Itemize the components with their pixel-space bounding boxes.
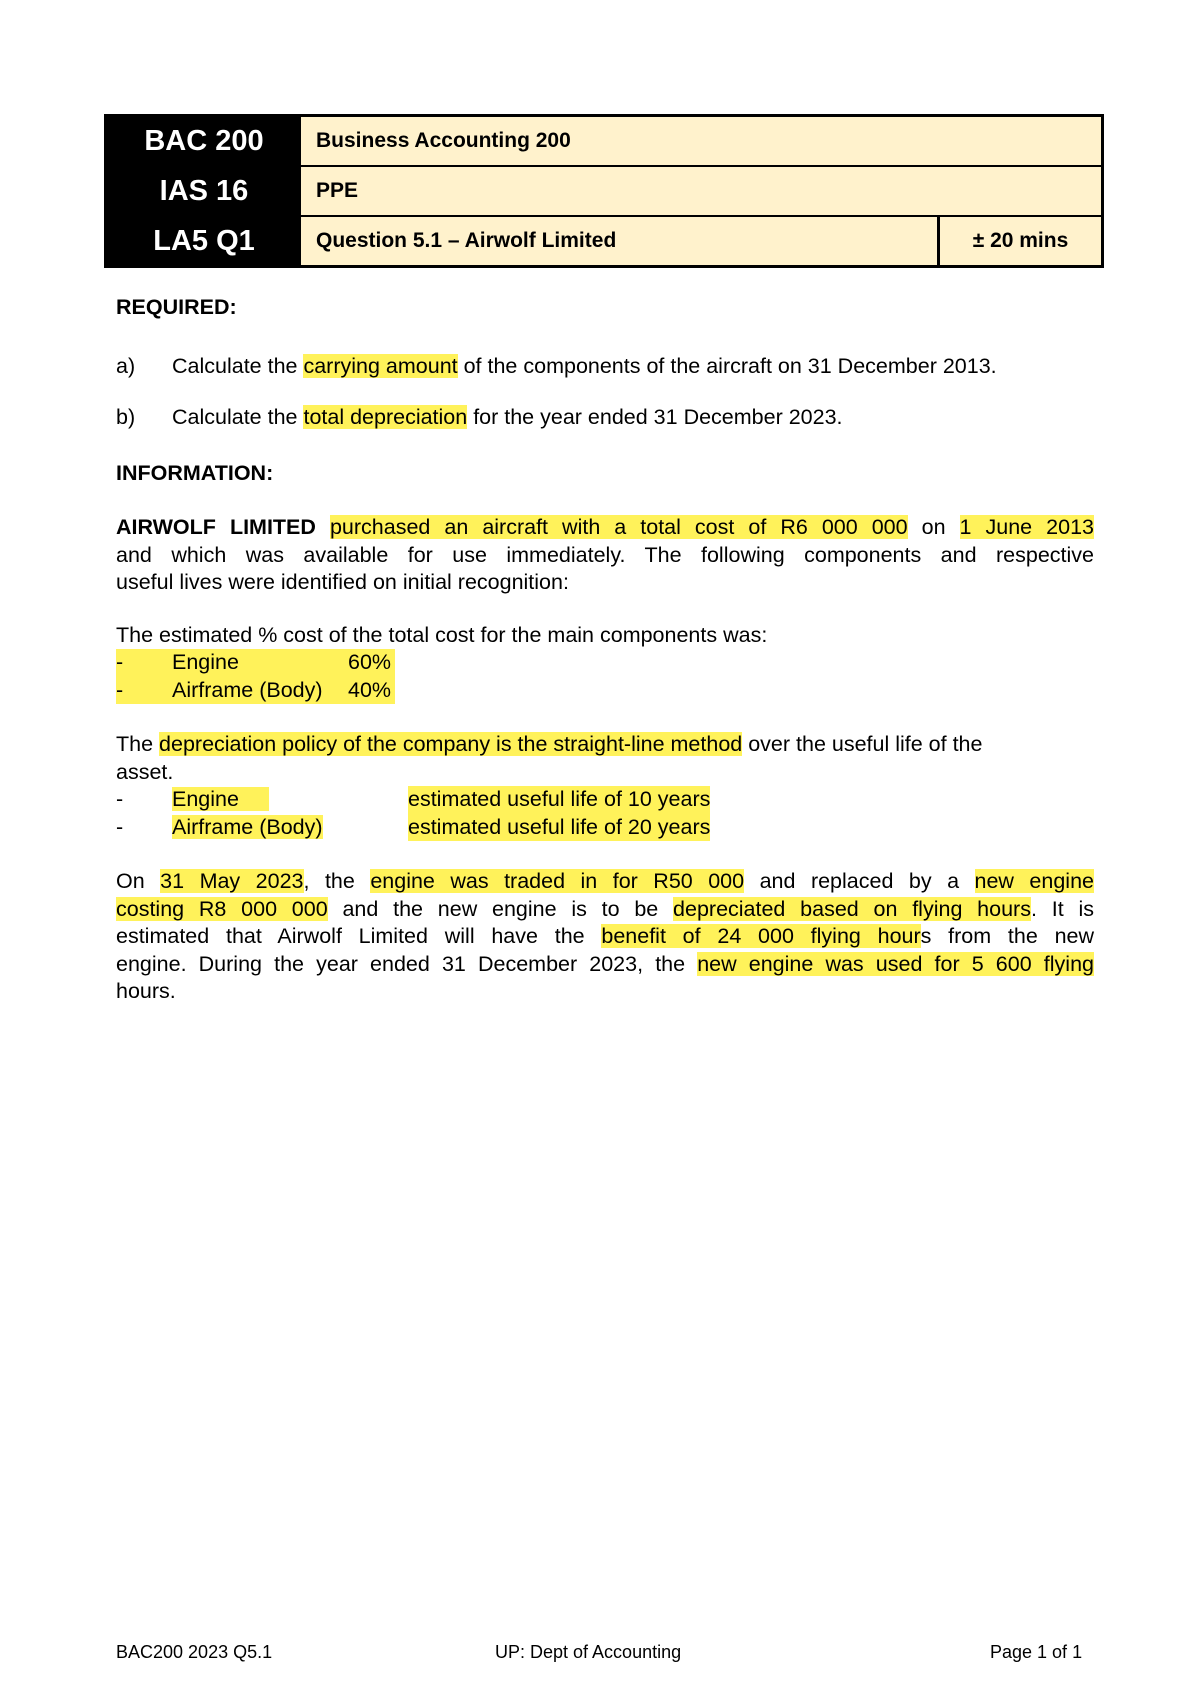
required-item-b: [116, 403, 843, 431]
para-line: [116, 923, 1094, 951]
component-name: Engine: [172, 787, 269, 811]
standard-title: PPE: [301, 167, 1101, 215]
footer-page-number: Page 1 of 1: [990, 1642, 1083, 1662]
header-row-course: [107, 117, 1101, 167]
header-row-standard: [107, 167, 1101, 217]
item-text: Calculate the: [172, 354, 304, 378]
bullet-dash: -: [116, 814, 124, 839]
list-item: [116, 677, 395, 705]
para-text: s from the new: [920, 924, 1095, 948]
time-allocation: ± 20 mins: [937, 217, 1101, 265]
question-code: LA5 Q1: [107, 217, 301, 265]
item-text: Calculate the: [172, 405, 304, 429]
list-item: [116, 814, 710, 842]
para-line: useful lives were identified on initial recognition:: [116, 570, 569, 594]
course-code: BAC 200: [107, 117, 301, 165]
para-line: [116, 731, 1094, 759]
bullet-dash: -: [116, 787, 124, 811]
highlight: carrying amount: [303, 354, 458, 378]
item-label: b): [116, 405, 136, 429]
bullet-dash: -: [116, 649, 172, 677]
required-item-a: [116, 352, 997, 380]
highlight: 1 June 2013: [959, 515, 1094, 539]
para-line: [116, 896, 1094, 924]
course-title: Business Accounting 200: [301, 117, 1101, 165]
item-text: of the components of the aircraft on 31 December 2013.: [457, 354, 997, 378]
company-name: AIRWOLF LIMITED: [116, 515, 316, 539]
list-item: [116, 786, 710, 814]
para-line: and which was available for use immediately. The following components and respective: [116, 542, 1094, 567]
cost-intro: The estimated % cost of the total cost for the main components was:: [116, 623, 768, 647]
para-text: over the useful life of the: [742, 732, 983, 756]
component-life: estimated useful life of 20 years: [408, 814, 710, 842]
item-text: for the year ended 31 December 2023.: [467, 405, 843, 429]
para-text: The: [116, 732, 160, 756]
para-line: [116, 951, 1094, 979]
highlight: 31 May 2023: [160, 869, 304, 893]
component-value: 40%: [348, 677, 395, 705]
question-title: Question 5.1 – Airwolf Limited: [301, 217, 937, 265]
component-name-cell: [172, 814, 408, 842]
info-paragraph-3: [116, 868, 1094, 1006]
para-text: , the: [303, 869, 371, 893]
highlight: benefit of 24 000 flying hour: [601, 924, 921, 948]
highlight: purchased an aircraft with a total cost of R6 000 000: [329, 515, 908, 539]
para-text: estimated that Airwolf Limited will have the: [116, 924, 602, 948]
component-name: Airframe (Body): [172, 814, 323, 839]
component-value: 60%: [348, 649, 395, 677]
cost-list: [116, 649, 395, 704]
para-line: hours.: [116, 979, 176, 1003]
policy-paragraph: [116, 731, 1094, 786]
life-list: [116, 786, 710, 841]
info-paragraph-1: [116, 514, 1094, 597]
para-text: engine. During the year ended 31 December 2023, the: [116, 951, 698, 976]
item-label: a): [116, 354, 136, 378]
highlight: new engine was used for 5 600 flying: [697, 951, 1094, 976]
highlight: new engine: [974, 869, 1094, 893]
component-name-cell: [172, 786, 408, 814]
space: [316, 515, 330, 539]
highlight: costing R8 000 000: [116, 896, 328, 921]
para-text: on: [907, 515, 960, 539]
para-text: and replaced by a: [744, 869, 975, 893]
para-line: [116, 868, 1094, 896]
para-text: . It is: [1030, 896, 1094, 921]
para-line: asset.: [116, 759, 174, 784]
highlight: depreciated based on flying hours: [673, 896, 1031, 921]
highlight: total depreciation: [303, 405, 468, 429]
component-life: estimated useful life of 10 years: [408, 786, 710, 814]
para-line: [116, 514, 1094, 542]
para-text: On: [116, 869, 161, 893]
required-heading: REQUIRED:: [116, 295, 237, 319]
component-name: Engine: [172, 649, 348, 677]
footer-center: UP: Dept of Accounting: [495, 1642, 682, 1662]
standard-code: IAS 16: [107, 167, 301, 215]
header-table: [104, 114, 1104, 268]
bullet-dash: -: [116, 677, 172, 705]
highlight: depreciation policy of the company is the straight-line method: [159, 732, 743, 756]
component-name: Airframe (Body): [172, 677, 348, 705]
para-text: and the new engine is to be: [327, 896, 674, 921]
header-row-question: [107, 217, 1101, 265]
footer-left: BAC200 2023 Q5.1: [116, 1642, 273, 1662]
highlight: engine was traded in for R50 000: [370, 869, 745, 893]
list-item: [116, 649, 395, 677]
information-heading: INFORMATION:: [116, 461, 274, 485]
